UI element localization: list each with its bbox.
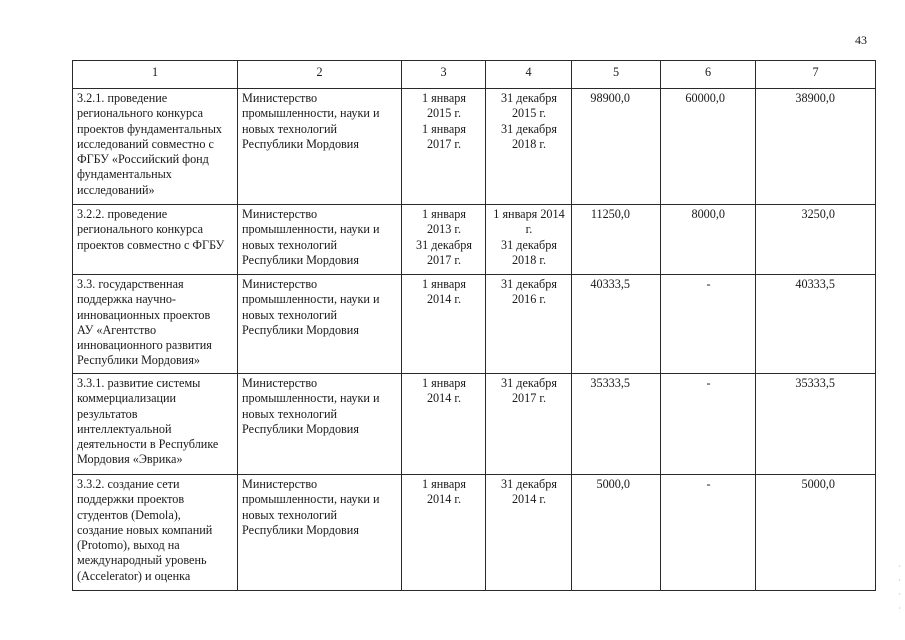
- amount-col6-cell: -: [661, 374, 756, 475]
- scan-margin-marks: · · · ·: [898, 562, 901, 613]
- text-line: 1 января: [422, 207, 466, 221]
- measure-name-cell: [73, 374, 238, 475]
- start-date-cell: [402, 89, 486, 205]
- text-line: Министерство: [242, 91, 318, 105]
- text-line: проектов совместно с ФГБУ: [77, 237, 225, 252]
- text-line: 1 января: [422, 91, 466, 105]
- text-line: 1 января: [422, 376, 466, 390]
- text-line: коммерциализации: [77, 391, 177, 406]
- text-line: новых технологий: [242, 237, 338, 252]
- table-header-row: [73, 61, 876, 89]
- text-line: поддержки проектов: [77, 492, 185, 507]
- text-line: промышленности, науки и: [242, 106, 380, 121]
- text-line: 31 декабря: [501, 477, 557, 491]
- text-line: 2013 г.: [426, 222, 462, 237]
- text-line: Республики Мордовия: [242, 136, 359, 151]
- text-line: 31 декабря: [501, 121, 557, 136]
- text-line: регионального конкурса: [77, 222, 204, 237]
- amount-col7-cell: 35333,5: [756, 374, 876, 475]
- amount-col6-cell: -: [661, 475, 756, 591]
- text-line: интеллектуальной: [77, 421, 172, 436]
- text-line: 1 января: [422, 121, 466, 136]
- header-cell: 5: [572, 61, 661, 89]
- text-line: 31 декабря: [501, 376, 557, 390]
- text-line: 3.3. государственная: [77, 277, 184, 291]
- header-cell: 6: [661, 61, 756, 89]
- table-row: [73, 205, 876, 275]
- text-line: Республики Мордовия: [242, 252, 359, 267]
- amount-col6-cell: 8000,0: [661, 205, 756, 275]
- measure-name-cell: [73, 475, 238, 591]
- amount-col7-cell: 5000,0: [756, 475, 876, 591]
- measure-name-cell: [73, 205, 238, 275]
- table-row: [73, 89, 876, 205]
- amount-col7-cell: 40333,5: [756, 275, 876, 374]
- text-line: новых технологий: [242, 121, 338, 136]
- text-line: поддержка научно-: [77, 292, 176, 307]
- executor-cell: [238, 89, 402, 205]
- text-line: 2014 г.: [511, 492, 547, 507]
- amount-total-cell: 11250,0: [572, 205, 661, 275]
- header-cell: 1: [73, 61, 238, 89]
- amount-total-cell: 35333,5: [572, 374, 661, 475]
- text-line: 2015 г.: [511, 106, 547, 121]
- table-row: [73, 475, 876, 591]
- text-line: международный уровень: [77, 553, 207, 568]
- text-line: создание новых компаний: [77, 522, 213, 537]
- header-cell: 7: [756, 61, 876, 89]
- start-date-cell: [402, 475, 486, 591]
- executor-cell: [238, 475, 402, 591]
- text-line: деятельности в Республике: [77, 437, 219, 452]
- text-line: 2017 г.: [426, 136, 462, 151]
- text-line: Республики Мордовия: [242, 322, 359, 337]
- text-line: 3.2.2. проведение: [77, 207, 168, 221]
- text-line: Мордовия «Эврика»: [77, 452, 183, 467]
- amount-col6-cell: 60000,0: [661, 89, 756, 205]
- text-line: 31 декабря: [501, 91, 557, 105]
- table-row: [73, 374, 876, 475]
- text-line: новых технологий: [242, 406, 338, 421]
- text-line: Министерство: [242, 376, 318, 390]
- executor-cell: [238, 275, 402, 374]
- text-line: 2018 г.: [511, 136, 547, 151]
- text-line: студентов (Demola),: [77, 507, 181, 522]
- text-line: промышленности, науки и: [242, 391, 380, 406]
- text-line: инновационного развития: [77, 338, 212, 353]
- text-line: Республики Мордовия»: [77, 353, 201, 368]
- text-line: г.: [525, 222, 533, 237]
- amount-col6-cell: -: [661, 275, 756, 374]
- text-line: 3.2.1. проведение: [77, 91, 168, 105]
- executor-cell: [238, 205, 402, 275]
- text-line: промышленности, науки и: [242, 292, 380, 307]
- text-line: Министерство: [242, 207, 318, 221]
- budget-table: [72, 60, 876, 591]
- text-line: исследований»: [77, 182, 155, 197]
- text-line: Республики Мордовия: [242, 522, 359, 537]
- text-line: 2016 г.: [511, 292, 547, 307]
- text-line: 2018 г.: [511, 252, 547, 267]
- executor-cell: [238, 374, 402, 475]
- text-line: проектов фундаментальных: [77, 121, 222, 136]
- end-date-cell: [486, 475, 572, 591]
- text-line: Республики Мордовия: [242, 421, 359, 436]
- table-row: [73, 275, 876, 374]
- amount-col7-cell: 38900,0: [756, 89, 876, 205]
- text-line: новых технологий: [242, 307, 338, 322]
- text-line: 3.3.2. создание сети: [77, 477, 180, 491]
- end-date-cell: [486, 275, 572, 374]
- amount-total-cell: 5000,0: [572, 475, 661, 591]
- measure-name-cell: [73, 89, 238, 205]
- page-number: 43: [855, 33, 867, 47]
- text-line: 2017 г.: [426, 252, 462, 267]
- text-line: АУ «Агентство: [77, 322, 157, 337]
- amount-col7-cell: 3250,0: [756, 205, 876, 275]
- text-line: (Accelerator) и оценка: [77, 568, 191, 583]
- text-line: новых технологий: [242, 507, 338, 522]
- text-line: фундаментальных: [77, 167, 172, 182]
- text-line: промышленности, науки и: [242, 492, 380, 507]
- text-line: Министерство: [242, 277, 318, 291]
- text-line: 31 декабря: [501, 277, 557, 291]
- text-line: 1 января: [422, 477, 466, 491]
- text-line: 31 декабря: [501, 237, 557, 252]
- start-date-cell: [402, 205, 486, 275]
- measure-name-cell: [73, 275, 238, 374]
- end-date-cell: [486, 374, 572, 475]
- text-line: 2014 г.: [426, 492, 462, 507]
- text-line: 2017 г.: [511, 391, 547, 406]
- text-line: (Protomo), выход на: [77, 538, 180, 553]
- header-cell: 3: [402, 61, 486, 89]
- text-line: результатов: [77, 406, 138, 421]
- text-line: 2015 г.: [426, 106, 462, 121]
- header-cell: 4: [486, 61, 572, 89]
- end-date-cell: [486, 205, 572, 275]
- text-line: ФГБУ «Российский фонд: [77, 152, 209, 167]
- start-date-cell: [402, 374, 486, 475]
- text-line: 1 января: [422, 277, 466, 291]
- header-cell: 2: [238, 61, 402, 89]
- text-line: регионального конкурса: [77, 106, 204, 121]
- text-line: 3.3.1. развитие системы: [77, 376, 201, 390]
- amount-total-cell: 40333,5: [572, 275, 661, 374]
- text-line: промышленности, науки и: [242, 222, 380, 237]
- text-line: исследований совместно с: [77, 136, 214, 151]
- end-date-cell: [486, 89, 572, 205]
- text-line: 2014 г.: [426, 391, 462, 406]
- amount-total-cell: 98900,0: [572, 89, 661, 205]
- text-line: 31 декабря: [416, 237, 472, 252]
- text-line: 2014 г.: [426, 292, 462, 307]
- start-date-cell: [402, 275, 486, 374]
- text-line: 1 января 2014: [493, 207, 565, 221]
- text-line: Министерство: [242, 477, 318, 491]
- text-line: инновационных проектов: [77, 307, 211, 322]
